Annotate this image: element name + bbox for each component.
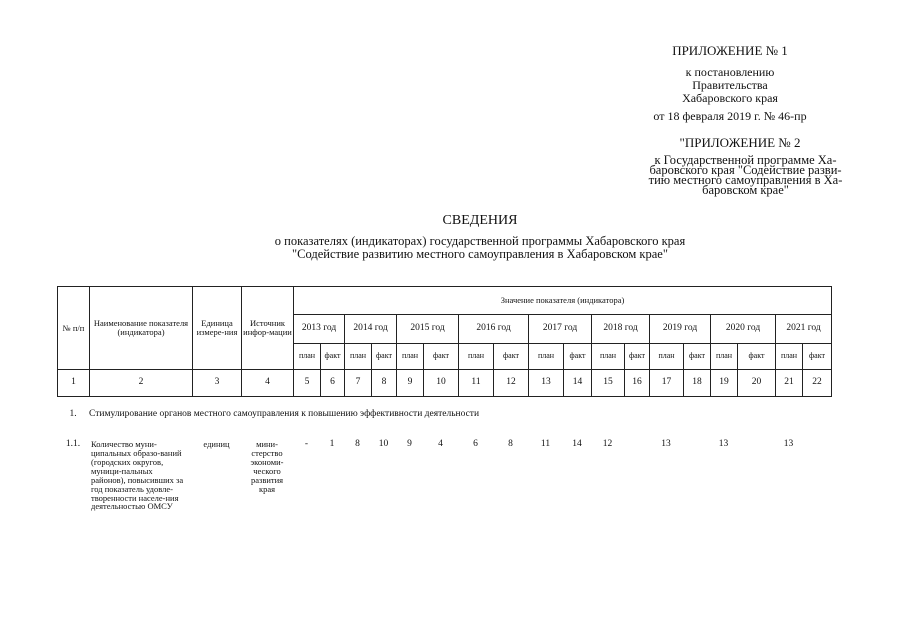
- indicator-value: 8: [355, 439, 360, 449]
- year-header: 2018 год: [592, 315, 650, 344]
- indicator-value: 13: [661, 439, 671, 449]
- indicator-value: [737, 428, 775, 511]
- header-indicator-value: Значение показателя (индикатора): [294, 287, 832, 315]
- appendix-line: Правительства: [692, 78, 768, 92]
- indicator-value: 9: [407, 439, 412, 449]
- indicator-value: 4: [438, 439, 443, 449]
- indicator-value: 10: [378, 439, 389, 449]
- column-number: 17: [650, 370, 684, 397]
- fact-header: факт: [372, 344, 397, 370]
- document-subheading: "Содействие развитию местного самоуправления в Хабаровском крае": [292, 247, 668, 261]
- fact-header: факт: [738, 344, 776, 370]
- indicator-value: 14: [572, 439, 582, 449]
- row-number: 1.1.: [65, 439, 81, 449]
- column-number: 9: [397, 370, 424, 397]
- header-number: № п/п: [58, 287, 90, 370]
- column-number: 7: [345, 370, 372, 397]
- plan-header: план: [345, 344, 372, 370]
- section-number: 1.: [69, 409, 77, 419]
- plan-header: план: [459, 344, 494, 370]
- column-number: 8: [372, 370, 397, 397]
- column-number: 2: [90, 370, 193, 397]
- indicator-value: 12: [602, 439, 613, 449]
- indicator-value: [802, 428, 831, 511]
- appendix2-line: к Государственной программе Ха-: [654, 153, 837, 167]
- indicator-name: Количество муни-ципальных образо-ваний (городских округов, муници-пальных районов), повысивших за год показатель удовле-творенности населе-ния деятельностью ОМСУ: [91, 439, 184, 512]
- year-header: 2015 год: [397, 315, 459, 344]
- year-header: 2019 год: [650, 315, 711, 344]
- column-number: 21: [776, 370, 803, 397]
- column-number: 16: [625, 370, 650, 397]
- column-number: 14: [564, 370, 592, 397]
- indicator-value: [683, 428, 710, 511]
- column-number: 4: [242, 370, 294, 397]
- plan-header: план: [592, 344, 625, 370]
- year-header: 2020 год: [711, 315, 776, 344]
- appendix2-line: баровском крае": [702, 183, 789, 197]
- fact-header: факт: [494, 344, 529, 370]
- year-header: 2017 год: [529, 315, 592, 344]
- indicator-value: 11: [540, 439, 551, 449]
- fact-header: факт: [684, 344, 711, 370]
- column-number: 15: [592, 370, 625, 397]
- year-header: 2016 год: [459, 315, 529, 344]
- header-unit: Единица измере-ния: [193, 287, 242, 370]
- column-number: 20: [738, 370, 776, 397]
- section-title: Стимулирование органов местного самоуправления к повышению эффективности деятельности: [89, 409, 480, 419]
- fact-header: факт: [424, 344, 459, 370]
- plan-header: план: [776, 344, 803, 370]
- indicator-value: 8: [508, 439, 513, 449]
- column-number: 22: [803, 370, 832, 397]
- fact-header: факт: [625, 344, 650, 370]
- indicator-value: 13: [783, 439, 794, 449]
- column-number: 19: [711, 370, 738, 397]
- column-number: 6: [321, 370, 345, 397]
- plan-header: план: [294, 344, 321, 370]
- appendix-line: Хабаровского края: [682, 91, 778, 105]
- plan-header: план: [711, 344, 738, 370]
- appendix2-line: баровского края "Содействие разви-: [649, 163, 842, 177]
- plan-header: план: [650, 344, 684, 370]
- document-subheading: о показателях (индикаторах) государственной программы Хабаровского края: [274, 234, 686, 248]
- fact-header: факт: [321, 344, 345, 370]
- indicator-value: 1: [329, 439, 335, 449]
- column-number: 10: [424, 370, 459, 397]
- column-number: 18: [684, 370, 711, 397]
- indicators-body: [57, 398, 831, 511]
- year-header: 2021 год: [776, 315, 832, 344]
- fact-header: факт: [564, 344, 592, 370]
- column-number: 3: [193, 370, 242, 397]
- appendix2-line: тию местного самоуправления в Ха-: [648, 173, 843, 187]
- indicator-unit: единиц: [203, 439, 230, 449]
- year-header: 2013 год: [294, 315, 345, 344]
- indicator-value: 6: [473, 439, 478, 449]
- appendix-line: к постановлению: [685, 65, 775, 79]
- column-number: 1: [58, 370, 90, 397]
- indicator-value: 13: [718, 439, 729, 449]
- column-number: 11: [459, 370, 494, 397]
- appendix2-title: "ПРИЛОЖЕНИЕ № 2: [679, 135, 801, 150]
- appendix-date: от 18 февраля 2019 г. № 46-пр: [653, 109, 807, 123]
- appendix-title: ПРИЛОЖЕНИЕ № 1: [672, 43, 788, 58]
- header-source: Источник инфор-мации: [242, 287, 294, 370]
- indicators-table: [57, 286, 832, 397]
- indicator-value: -: [304, 439, 309, 449]
- fact-header: факт: [803, 344, 832, 370]
- indicator-value: [624, 428, 649, 511]
- plan-header: план: [397, 344, 424, 370]
- header-indicator-name: Наименование показателя (индикатора): [90, 287, 193, 370]
- plan-header: план: [529, 344, 564, 370]
- year-header: 2014 год: [345, 315, 397, 344]
- column-number: 5: [294, 370, 321, 397]
- document-heading: СВЕДЕНИЯ: [442, 213, 518, 228]
- column-number: 12: [494, 370, 529, 397]
- indicator-source: мини-стерство экономи-ческого развития края: [250, 439, 284, 494]
- column-number: 13: [529, 370, 564, 397]
